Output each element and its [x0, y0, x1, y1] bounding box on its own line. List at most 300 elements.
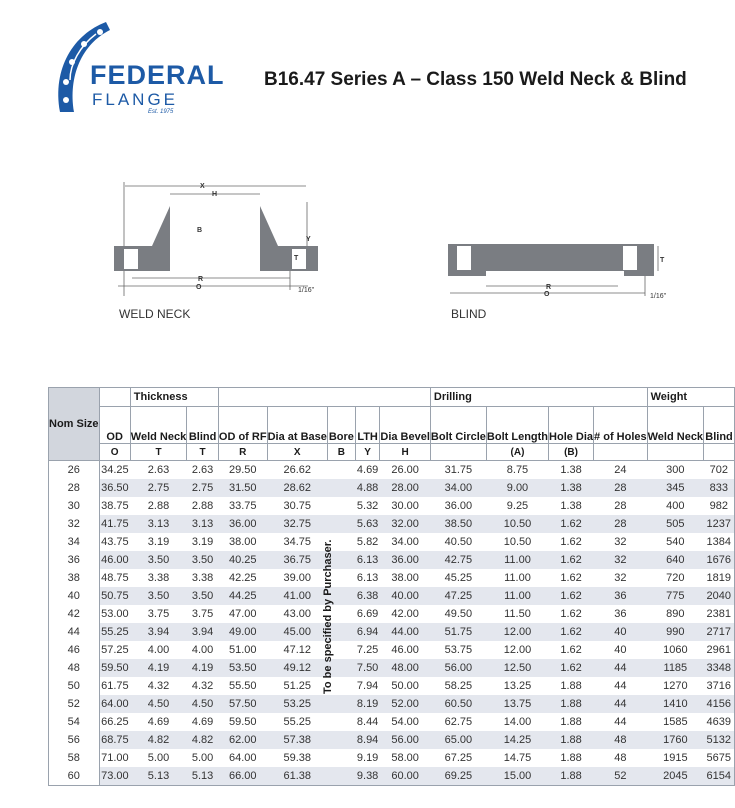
table-cell: 505 — [647, 515, 703, 533]
table-cell: 44 — [594, 695, 648, 713]
table-row — [49, 551, 735, 569]
federal-flange-logo — [44, 20, 234, 124]
blind-diagram — [440, 238, 680, 303]
table-cell: 45.25 — [444, 572, 473, 584]
table-cell: 9.38 — [355, 767, 380, 786]
nom-size-cell: 56 — [49, 731, 100, 749]
table-row — [49, 587, 735, 605]
table-cell: 9.19 — [356, 752, 379, 764]
table-row — [49, 605, 735, 623]
table-cell: 38.00 — [391, 572, 419, 584]
table-row — [49, 677, 735, 695]
table-cell: 3.38 — [191, 572, 214, 584]
table-cell: 1676 — [704, 551, 735, 569]
weld-neck-label-o: O — [196, 284, 202, 291]
table-cell: 3348 — [704, 659, 735, 677]
table-cell: 702 — [704, 461, 735, 480]
table-cell: 1237 — [704, 515, 735, 533]
table-cell: 4.32 — [191, 680, 214, 692]
table-cell: 31.75 — [444, 464, 473, 476]
table-cell: 31.50 — [218, 479, 267, 497]
table-row — [49, 731, 735, 749]
col-symbol: (B) — [549, 444, 594, 461]
col-symbol — [704, 444, 735, 461]
table-cell: 40.00 — [380, 587, 431, 605]
table-cell: 44 — [614, 716, 627, 728]
table-cell: 1.88 — [549, 695, 594, 713]
col-symbol: R — [218, 444, 267, 461]
table-cell: 40.50 — [444, 536, 473, 548]
table-cell: 32.00 — [380, 515, 431, 533]
table-cell: 44.00 — [380, 623, 431, 641]
table-row — [49, 623, 735, 641]
weld-neck-caption: WELD NECK — [119, 307, 191, 321]
table-cell: 57.50 — [218, 695, 267, 713]
table-cell: 7.25 — [356, 644, 379, 656]
column-header-row — [49, 407, 735, 444]
table-cell: 1060 — [663, 644, 688, 656]
table-cell: 57.25 — [101, 644, 129, 656]
table-cell: 12.00 — [486, 623, 548, 641]
table-cell: 1.62 — [560, 608, 582, 620]
table-cell: 5.13 — [187, 767, 219, 786]
document-title: B16.47 Series A – Class 150 Weld Neck & Blind — [264, 69, 687, 90]
table-row — [49, 461, 735, 480]
blind-label-o: O — [544, 291, 550, 298]
table-cell: 4.00 — [147, 644, 170, 656]
table-row — [49, 569, 735, 587]
table-cell: 59.38 — [283, 752, 311, 764]
table-cell: 3.75 — [191, 608, 214, 620]
table-cell: 1.62 — [560, 644, 582, 656]
table-body — [49, 461, 735, 786]
table-cell: 4.82 — [187, 731, 219, 749]
table-cell: 66.00 — [218, 767, 267, 786]
table-cell: 2717 — [704, 623, 735, 641]
table-cell: 42.25 — [228, 572, 257, 584]
table-cell — [327, 461, 355, 480]
table-cell: 1.62 — [560, 572, 582, 584]
table-cell: 2.88 — [191, 500, 214, 512]
table-cell: 720 — [666, 572, 685, 584]
table-cell: 26.62 — [283, 464, 311, 476]
table-cell: 3.19 — [191, 536, 214, 548]
table-cell: 64.00 — [99, 695, 130, 713]
table-cell: 49.00 — [218, 623, 267, 641]
nom-size-cell: 46 — [49, 641, 100, 659]
table-cell: 51.75 — [430, 623, 486, 641]
table-cell: 43.00 — [283, 608, 311, 620]
table-cell: 28 — [614, 500, 627, 512]
table-cell: 11.00 — [486, 587, 548, 605]
table-cell: 38.50 — [430, 515, 486, 533]
table-cell — [327, 731, 355, 749]
col-header: Bolt Length — [486, 407, 548, 444]
col-header: Dia at Base — [267, 407, 327, 444]
group-drilling: Drilling — [430, 388, 647, 407]
table-cell: 3.13 — [187, 515, 219, 533]
table-cell: 1.62 — [549, 551, 594, 569]
table-cell: 1270 — [663, 680, 688, 692]
table-cell: 1.38 — [549, 479, 594, 497]
table-cell: 540 — [666, 536, 685, 548]
table-cell: 3.50 — [130, 587, 186, 605]
table-cell: 2.63 — [191, 464, 214, 476]
table-cell: 1.88 — [549, 767, 594, 786]
col-header: Weld Neck — [130, 407, 186, 444]
dimensions-table — [48, 387, 735, 786]
table-cell: 42.00 — [391, 608, 419, 620]
table-row — [49, 641, 735, 659]
table-cell: 14.00 — [503, 716, 532, 728]
table-cell: 52 — [594, 767, 648, 786]
table-cell: 2040 — [704, 587, 735, 605]
table-cell: 4.82 — [130, 731, 186, 749]
table-cell: 51.00 — [228, 644, 257, 656]
nom-size-cell: 28 — [49, 479, 100, 497]
table-cell: 46.00 — [99, 551, 130, 569]
group-weight: Weight — [647, 388, 734, 407]
table-cell: 1.62 — [549, 623, 594, 641]
table-cell: 990 — [647, 623, 703, 641]
table-cell: 4639 — [704, 713, 735, 731]
nom-size-cell: 52 — [49, 695, 100, 713]
table-cell: 26.00 — [391, 464, 419, 476]
table-cell: 833 — [704, 479, 735, 497]
brand-name-secondary: FLANGE — [92, 90, 179, 109]
table-cell: 5.32 — [356, 500, 379, 512]
table-cell: 60.50 — [430, 695, 486, 713]
col-symbol — [647, 444, 703, 461]
col-symbol: X — [267, 444, 327, 461]
table-cell: 24 — [614, 464, 627, 476]
table-cell: 4.88 — [355, 479, 380, 497]
table-cell: 1.88 — [560, 680, 582, 692]
table-cell: 32 — [614, 536, 627, 548]
table-cell: 6.13 — [355, 551, 380, 569]
col-header: Bore — [327, 407, 355, 444]
col-symbol: T — [130, 444, 186, 461]
table-cell: 1760 — [647, 731, 703, 749]
table-cell: 59.50 — [228, 716, 257, 728]
table-cell: 64.00 — [228, 752, 257, 764]
table-cell: 11.50 — [504, 608, 531, 620]
group-thickness: Thickness — [130, 388, 218, 407]
table-cell: 71.00 — [101, 752, 129, 764]
table-cell: 8.75 — [506, 464, 529, 476]
col-symbol: H — [380, 444, 431, 461]
nom-size-cell: 54 — [49, 713, 100, 731]
table-cell: 1.38 — [560, 464, 582, 476]
symbol-header-row — [49, 444, 735, 461]
table-cell: 1915 — [663, 752, 688, 764]
table-cell: 3.13 — [130, 515, 186, 533]
table-row — [49, 749, 735, 767]
table-cell: 7.94 — [356, 680, 379, 692]
table-cell: 36.00 — [218, 515, 267, 533]
table-cell: 4.00 — [191, 644, 214, 656]
nom-size-cell: 40 — [49, 587, 100, 605]
table-cell: 49.50 — [444, 608, 473, 620]
table-cell: 32 — [614, 572, 627, 584]
table-cell: 39.00 — [283, 572, 311, 584]
table-cell: 33.75 — [228, 500, 257, 512]
table-cell: 6.69 — [356, 608, 379, 620]
table-cell: 48 — [594, 731, 648, 749]
table-cell: 4156 — [704, 695, 735, 713]
table-cell: 34.75 — [283, 536, 311, 548]
table-cell: 6154 — [704, 767, 735, 786]
table-cell: 982 — [704, 497, 735, 515]
table-cell: 53.50 — [218, 659, 267, 677]
table-cell: 30.00 — [391, 500, 419, 512]
table-cell: 4.19 — [187, 659, 219, 677]
table-cell — [327, 713, 355, 731]
table-cell: 36.00 — [380, 551, 431, 569]
table-cell: 56.00 — [430, 659, 486, 677]
table-cell: 45.00 — [267, 623, 327, 641]
table-cell: 30.75 — [283, 500, 311, 512]
table-cell: 1585 — [663, 716, 688, 728]
nom-size-cell: 26 — [49, 461, 100, 480]
table-cell: 40.25 — [218, 551, 267, 569]
table-cell: 28.62 — [267, 479, 327, 497]
col-symbol: Y — [355, 444, 380, 461]
col-header: Dia Bevel — [380, 407, 431, 444]
table-cell: 5132 — [704, 731, 735, 749]
table-cell: 34.00 — [430, 479, 486, 497]
table-row — [49, 479, 735, 497]
table-cell: 1.88 — [560, 752, 582, 764]
table-cell: 68.75 — [99, 731, 130, 749]
table-cell: 44 — [594, 659, 648, 677]
table-cell: 42.75 — [430, 551, 486, 569]
table-cell: 11.00 — [504, 572, 531, 584]
table-cell: 34.00 — [391, 536, 419, 548]
table-cell: 4.69 — [147, 716, 170, 728]
table-cell: 1.38 — [560, 500, 582, 512]
table-cell: 53.75 — [444, 644, 473, 656]
table-cell: 5.00 — [147, 752, 170, 764]
table-cell: 6.94 — [355, 623, 380, 641]
table-cell: 55.25 — [283, 716, 311, 728]
nom-size-cell: 30 — [49, 497, 100, 515]
table-cell: 59.50 — [99, 659, 130, 677]
col-symbol: (A) — [486, 444, 548, 461]
table-cell: 4.69 — [191, 716, 214, 728]
weld-neck-diagram — [100, 178, 330, 303]
table-cell: 28.00 — [380, 479, 431, 497]
table-cell: 29.50 — [228, 464, 257, 476]
weld-neck-label-t: T — [294, 255, 299, 262]
table-cell: 41.00 — [267, 587, 327, 605]
table-cell: 6.38 — [355, 587, 380, 605]
table-row — [49, 515, 735, 533]
table-cell: 36.00 — [444, 500, 473, 512]
table-cell: 13.75 — [486, 695, 548, 713]
table-cell: 38.75 — [101, 500, 129, 512]
table-cell: 300 — [666, 464, 685, 476]
weld-neck-label-note: 1/16" — [298, 287, 315, 294]
table-cell — [327, 479, 355, 497]
blind-label-t: T — [660, 257, 665, 264]
table-cell: 1185 — [647, 659, 703, 677]
table-cell: 8.44 — [356, 716, 379, 728]
table-cell: 7.50 — [355, 659, 380, 677]
table-cell: 2.75 — [187, 479, 219, 497]
table-cell: 5.00 — [191, 752, 214, 764]
table-cell: 50.00 — [391, 680, 419, 692]
weld-neck-label-r: R — [198, 276, 204, 283]
table-cell: 1.88 — [549, 731, 594, 749]
table-cell: 1.62 — [549, 587, 594, 605]
table-cell: 1.88 — [560, 716, 582, 728]
table-cell: 32 — [594, 551, 648, 569]
table-cell: 34.25 — [101, 464, 129, 476]
col-header: OD — [99, 407, 130, 444]
table-cell: 10.50 — [503, 536, 532, 548]
table-cell: 12.00 — [503, 644, 532, 656]
col-symbol — [430, 444, 486, 461]
table-cell: 48.00 — [380, 659, 431, 677]
table-cell — [327, 515, 355, 533]
table-cell: 14.75 — [503, 752, 532, 764]
table-cell: 53.00 — [101, 608, 129, 620]
table-cell: 890 — [666, 608, 685, 620]
table-cell: 1.62 — [560, 536, 582, 548]
table-cell: 5.63 — [355, 515, 380, 533]
table-cell: 4.50 — [187, 695, 219, 713]
table-cell: 9.00 — [486, 479, 548, 497]
nom-size-cell: 36 — [49, 551, 100, 569]
weld-neck-label-b: B — [197, 227, 203, 234]
table-cell: 65.00 — [430, 731, 486, 749]
table-cell: 61.38 — [267, 767, 327, 786]
col-symbol — [594, 444, 648, 461]
table-cell: 11.00 — [486, 551, 548, 569]
nom-size-cell: 42 — [49, 605, 100, 623]
table-cell: 40 — [594, 623, 648, 641]
nom-size-cell: 48 — [49, 659, 100, 677]
col-header: Bolt Circle — [430, 407, 486, 444]
table-cell: 47.00 — [228, 608, 257, 620]
table-cell: 5675 — [704, 749, 735, 767]
table-cell: 53.25 — [267, 695, 327, 713]
table-cell: 61.75 — [101, 680, 129, 692]
table-cell: 47.12 — [283, 644, 311, 656]
table-cell: 62.75 — [444, 716, 473, 728]
table-cell: 55.25 — [99, 623, 130, 641]
table-cell: 32.75 — [267, 515, 327, 533]
table-cell: 1.62 — [549, 515, 594, 533]
table-cell: 28 — [594, 515, 648, 533]
table-row — [49, 695, 735, 713]
blind-label-note: 1/16" — [650, 293, 667, 300]
table-cell: 57.38 — [267, 731, 327, 749]
table-cell: 44.25 — [218, 587, 267, 605]
table-cell: 2.75 — [130, 479, 186, 497]
table-cell: 62.00 — [218, 731, 267, 749]
table-row — [49, 659, 735, 677]
table-cell: 5.82 — [356, 536, 379, 548]
table-cell: 55.50 — [228, 680, 257, 692]
table-cell: 3.94 — [187, 623, 219, 641]
table-cell: 8.19 — [355, 695, 380, 713]
table-cell: 1819 — [704, 569, 735, 587]
table-cell: 46.00 — [391, 644, 419, 656]
table-cell: 2045 — [647, 767, 703, 786]
table-cell: 775 — [647, 587, 703, 605]
table-cell: 36 — [614, 608, 627, 620]
table-cell: 51.25 — [283, 680, 311, 692]
col-header: # of Holes — [594, 407, 648, 444]
table-cell: 345 — [647, 479, 703, 497]
table-cell: 28 — [594, 479, 648, 497]
nom-size-cell: 34 — [49, 533, 100, 551]
blind-label-r: R — [546, 284, 552, 291]
nom-size-cell: 44 — [49, 623, 100, 641]
table-cell — [327, 497, 355, 515]
table-cell: 66.25 — [101, 716, 129, 728]
table-cell: 67.25 — [444, 752, 473, 764]
table-cell: 54.00 — [391, 716, 419, 728]
table-cell: 4.69 — [356, 464, 379, 476]
table-row — [49, 767, 735, 786]
table-cell: 69.25 — [430, 767, 486, 786]
table-cell: 49.12 — [267, 659, 327, 677]
table-cell: 3.38 — [147, 572, 170, 584]
table-cell: 400 — [666, 500, 685, 512]
table-cell: 48 — [614, 752, 627, 764]
table-cell: 10.50 — [486, 515, 548, 533]
table-cell: 3.50 — [130, 551, 186, 569]
table-cell: 5.13 — [130, 767, 186, 786]
table-cell: 50.75 — [99, 587, 130, 605]
table-cell: 52.00 — [380, 695, 431, 713]
table-cell: 47.25 — [430, 587, 486, 605]
col-header: Hole Dia — [549, 407, 594, 444]
nom-size-cell: 50 — [49, 677, 100, 695]
table-cell: 2961 — [704, 641, 735, 659]
table-cell: 56.00 — [380, 731, 431, 749]
table-cell: 36.50 — [99, 479, 130, 497]
nom-size-cell: 32 — [49, 515, 100, 533]
table-cell: 3716 — [704, 677, 735, 695]
table-cell: 9.25 — [506, 500, 529, 512]
table-cell: 1.62 — [549, 659, 594, 677]
table-cell: 3.50 — [187, 551, 219, 569]
table-cell: 2.88 — [147, 500, 170, 512]
table-row — [49, 533, 735, 551]
table-cell: 13.25 — [503, 680, 532, 692]
table-cell — [327, 749, 355, 767]
weld-neck-label-x: X — [200, 183, 205, 190]
table-cell: 3.19 — [147, 536, 170, 548]
brand-name-primary: FEDERAL — [90, 60, 225, 90]
table-cell: 58.25 — [444, 680, 473, 692]
table-cell: 44 — [614, 680, 627, 692]
weld-neck-label-y: Y — [306, 236, 311, 243]
table-row — [49, 713, 735, 731]
table-cell: 41.75 — [99, 515, 130, 533]
col-header: LTH — [355, 407, 380, 444]
table-cell: 1410 — [647, 695, 703, 713]
table-cell: 15.00 — [486, 767, 548, 786]
table-row — [49, 497, 735, 515]
bore-note-text: To be specified by Purchaser. — [322, 539, 334, 694]
nom-size-cell: 58 — [49, 749, 100, 767]
table-cell: 8.94 — [355, 731, 380, 749]
